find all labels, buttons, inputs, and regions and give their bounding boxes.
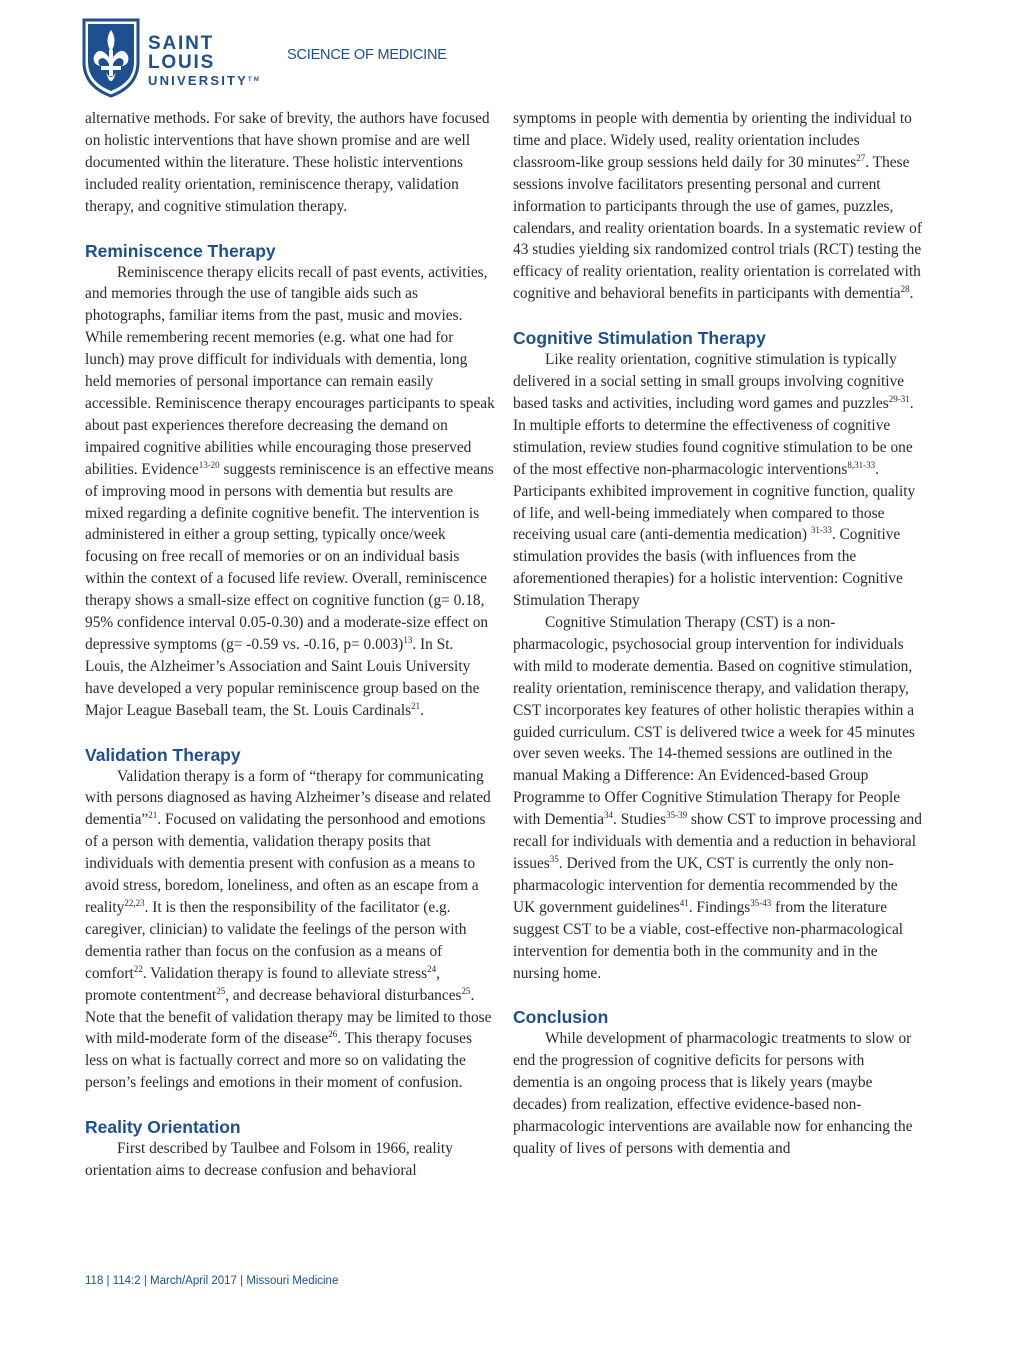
text-run: alternative methods. For sake of brevity, the authors have focused on holistic interventions that have shown promise and are well documented within the literature. These holistic interventions included reality orientation, reminiscence therapy, validation therapy, and cognitive stimulation therapy. [85,110,490,215]
text-run: . This therapy focuses less on what is factually correct and more so on validating the person’s feelings and emotions in their moment of confusion. [85,1030,472,1092]
citation-superscript: 29-31 [888,393,910,404]
text-run: . [909,285,914,303]
text-run: . [420,701,424,719]
text-run: . It is then the responsibility of the facilitator (e.g. caregiver, clinician) to validate the feelings of the person with dementia rather than focus on the confusion as a means of comfort [85,899,467,982]
text-run: . In St. Louis, the Alzheimer’s Association and Saint Louis University have developed a very popular reminiscence group based on the Major League Baseball team, the St. Louis Cardinals [85,635,480,719]
text-run: , and decrease behavioral disturbances [225,986,462,1004]
intro-paragraph [85,108,495,218]
text-run: . Findings [688,898,751,916]
text-run: . Derived from the UK, CST is currently the only non-pharmacologic intervention for dementia recommended by the UK government guidelines [513,855,898,916]
text-run: from the literature suggest CST to be a viable, cost-effective non-pharmacological intervention for dementia both in the community and in the nursing home. [513,898,904,982]
conclusion-heading: Conclusion [513,1007,609,1028]
text-run: Cognitive Stimulation Therapy (CST) is a non-pharmacologic, psychosocial group intervention for individuals with mild to moderate dementia. Based on cognitive stimulation, reality orientation, reminiscence therapy, and validation therapy, CST incorporates key features of other holistic therapies within a guided curriculum. CST is delivered twice a week for 45 minutes over seven weeks. The 14-themed sessions are outlined in the manual Making a Difference: An Evidenced-based Group Programme to Offer Cognitive Stimulation Therapy for People with Dementia [513,614,915,829]
text-run: suggests reminiscence is an effective means of improving mood in persons with dementia but results are mixed regarding a definite cognitive benefit. The intervention is administered in either a group setting, typically once/week focusing on free recall of memories or on an individual basis within the context of a focused life review. Overall, reminiscence therapy shows a small-size effect on cognitive function (g= 0.18, 95% confidence interval 0.05-0.30) and a moderate-size effect on depressive symptoms (g= -0.59 vs. -0.16, p= 0.003) [85,460,494,653]
citation-superscript: 34 [604,810,614,821]
text-run: . Focused on validating the personhood and emotions of a person with dementia, validation therapy posits that individuals with dementia present with confusion as a means to avoid stress, boredom, loneliness, and often as an escape from a reality [85,811,486,916]
text-run: Reminiscence therapy elicits recall of past events, activities, and memories through the use of tangible aids such as photographs, familiar items from the past, music and movies. While remembering recent memories (e.g. what one had for lunch) may prove difficult for individuals with dementia, long held memories of personal importance can remain easily accessible. Reminiscence therapy encourages participants to speak about past experiences therefore decreasing the demand on impaired cognitive abilities while encouraging those preserved abilities. Evidence [85,263,495,478]
text-run: symptoms in people with dementia by orienting the individual to time and place. Widely used, reality orientation includes classroom-like group sessions held daily for 30 minutes [513,110,912,171]
text-run: Like reality orientation, cognitive stimulation is typically delivered in a social setting in small groups involving cognitive based tasks and activities, including word games and puzzles [513,351,905,412]
validation-paragraph [85,766,495,1095]
citation-superscript: 8,31-33 [847,459,876,470]
citation-superscript: 41 [679,897,689,908]
text-run: While development of pharmacologic treatments to slow or end the progression of cognitive deficits for persons with dementia is an ongoing process that is likely years (maybe decades) from realization, effective evidence-based non-pharmacologic interventions are available now for enhancing the quality of lives of persons with dementia and [513,1030,913,1157]
cognitive-heading: Cognitive Stimulation Therapy [513,328,766,349]
citation-superscript: 25 [461,985,471,996]
citation-superscript: 35-39 [666,810,688,821]
citation-superscript: 22,23 [124,898,145,908]
citation-superscript: 22 [133,963,143,974]
citation-superscript: 21 [411,700,421,711]
citation-superscript: 24 [427,963,437,974]
saint-louis-university-logo [80,16,280,98]
left-column [85,108,495,1182]
text-run: , promote contentment [85,964,440,1004]
reality-heading: Reality Orientation [85,1117,241,1138]
text-run: Validation therapy is a form of “therapy for communicating with persons diagnosed as having Alzheimer’s disease and related dementia” [85,767,491,829]
text-run: First described by Taulbee and Folsom in 1966, reality orientation aims to decrease confusion and behavioral [85,1140,453,1180]
university-name-line2: UNIVERSITY™ [148,73,262,88]
university-name-line1: SAINT LOUIS [148,33,216,73]
section-label: SCIENCE OF MEDICINE [287,47,447,63]
cognitive-paragraph-1 [513,349,923,612]
citation-superscript: 25 [216,985,226,996]
text-run: . Cognitive stimulation provides the basis (with influences from the aforementioned therapies) for a holistic intervention: Cognitive Stimulation Therapy [513,526,903,610]
reminiscence-paragraph [85,262,495,722]
text-run: . Participants exhibited improvement in cognitive function, quality of life, and well-being immediately when compared to those receiving usual care (anti-dementia medication) [513,460,916,544]
citation-superscript: 35-43 [750,897,772,908]
right-column [513,108,923,1160]
citation-superscript: 28 [900,284,910,295]
text-run: . Validation therapy is found to alleviate stress [142,964,428,982]
reality-paragraph [85,1138,495,1182]
trademark: TM [248,77,262,83]
citation-superscript: 21 [148,810,158,821]
text-run: . These sessions involve facilitators presenting personal and current information to participants through the use of games, puzzles, calendars, and reality orientation boards. In a systematic review of 43 studies yielding six randomized control trials (RCT) testing the efficacy of reality orientation, reality orientation is correlated with cognitive and behavioral benefits in participants with dementia [513,153,922,303]
conclusion-paragraph [513,1028,923,1159]
text-run: . Studies [613,811,667,829]
text-run: . In multiple efforts to determine the effectiveness of cognitive stimulation, review studies found cognitive stimulation to be one of the most effective non-pharmacologic interventions [513,394,914,478]
citation-superscript: 26 [328,1029,338,1040]
reality-continued-paragraph [513,108,923,305]
citation-superscript: 13-20 [198,459,220,470]
reminiscence-heading: Reminiscence Therapy [85,240,276,261]
validation-heading: Validation Therapy [85,744,241,765]
citation-superscript: 31-33 [810,525,832,536]
cognitive-paragraph-2 [513,612,923,984]
university-name [148,34,280,87]
page-footer: 118 | 114:2 | March/April 2017 | Missouri Medicine [85,1275,339,1287]
citation-superscript: 13 [403,634,413,645]
citation-superscript: 27 [856,152,866,163]
text-run: show CST to improve processing and recall for individuals with dementia and a reduction in behavioral issues [513,811,922,872]
text-run: . Note that the benefit of validation therapy may be limited to those with mild-moderate form of the disease [85,986,492,1048]
citation-superscript: 35 [549,854,559,864]
fleur-de-lis-shield-icon [80,16,142,98]
